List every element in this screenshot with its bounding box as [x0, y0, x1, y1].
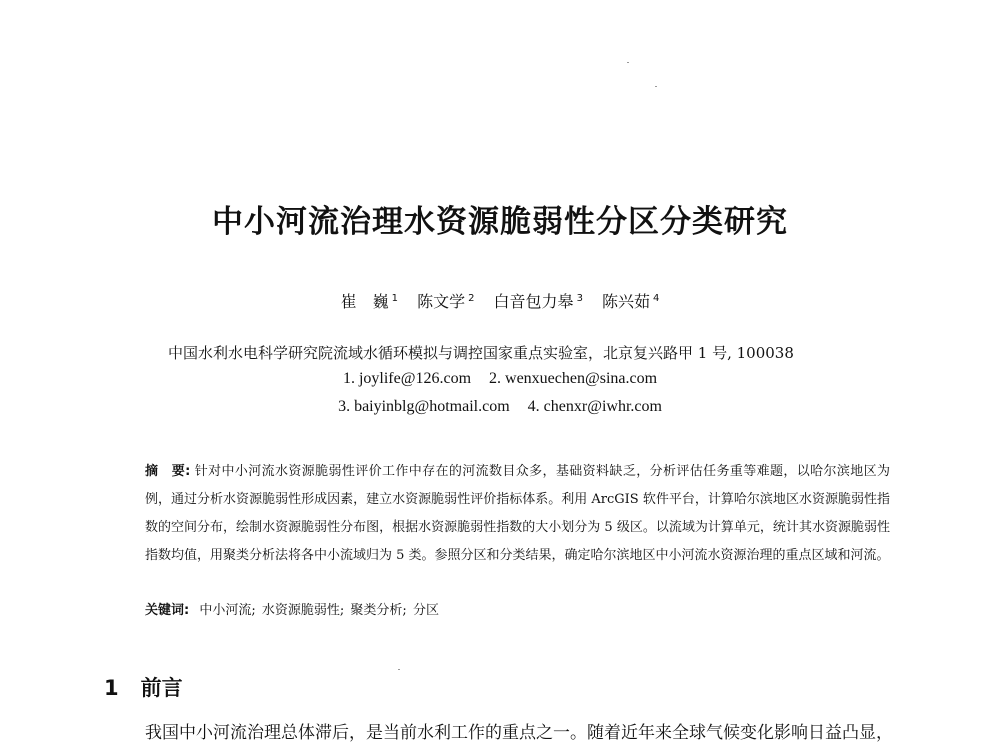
affiliation: 中国水利水电科学研究院流域水循环模拟与调控国家重点实验室，北京复兴路甲 1 号, 100038 — [168, 344, 794, 362]
author — [417, 289, 474, 312]
keyword: 聚类分析; — [350, 603, 407, 618]
abstract-label: 摘 要: — [145, 464, 191, 479]
author-affiliation-mark: 2 — [468, 292, 475, 304]
author — [494, 289, 583, 312]
section-number: 1 — [104, 676, 119, 700]
body-text: 我国中小河流治理总体滞后，是当前水利工作的重点之一。随着近年来全球气候变化影响日益凸显， — [145, 723, 893, 743]
scan-speck — [398, 669, 400, 670]
scan-speck — [627, 62, 629, 63]
section-heading — [104, 672, 183, 702]
author-affiliation-mark: 4 — [653, 292, 660, 304]
paper-title: 中小河流治理水资源脆弱性分区分类研究 — [212, 204, 788, 240]
keyword: 中小河流; — [199, 603, 256, 618]
keyword: 水资源脆弱性; — [261, 603, 345, 618]
author-affiliation-mark: 3 — [576, 292, 583, 304]
author-name: 白音包力皋 — [493, 292, 574, 311]
email-address: 4. chenxr@iwhr.com — [527, 398, 662, 415]
abstract-text: 针对中小河流水资源脆弱性评价工作中存在的河流数目众多，基础资料缺乏，分析评估任务重等难题，以哈尔滨地区为例，通过分析水资源脆弱性形成因素，建立水资源脆弱性评价指标体系。利用 ArcGIS 软件平台，计算哈尔滨地区水资源脆弱性指数的空间分布，绘制水资源脆弱性分布图，根据水资源脆弱性指数的大小划分为 5 级区。以流域为计算单元，统计其水资源脆弱性指数均值，用聚类分析法将各中小流域归为 5 类。参照分区和分类结果，确定哈尔滨地区中小河流水资源治理的重点区域和河流。 — [145, 464, 890, 563]
author-name: 崔 巍 — [340, 292, 389, 311]
scan-speck — [655, 86, 657, 87]
keyword: 分区 — [412, 603, 439, 618]
author-name: 陈文学 — [417, 292, 466, 311]
author-list — [0, 289, 1000, 312]
author — [341, 289, 398, 312]
email-address: 2. wenxuechen@sina.com — [489, 370, 658, 387]
email-line — [0, 398, 1000, 416]
author — [602, 289, 659, 312]
email-address: 3. baiyinblg@hotmail.com — [338, 398, 510, 415]
keywords — [145, 599, 890, 618]
keywords-label: 关键词: — [145, 603, 190, 618]
author-name: 陈兴茹 — [602, 292, 651, 311]
email-address: 1. joylife@126.com — [342, 370, 472, 387]
email-line — [0, 370, 1000, 388]
section-title: 前言 — [140, 676, 183, 700]
author-affiliation-mark: 1 — [391, 292, 398, 304]
abstract — [145, 458, 890, 570]
